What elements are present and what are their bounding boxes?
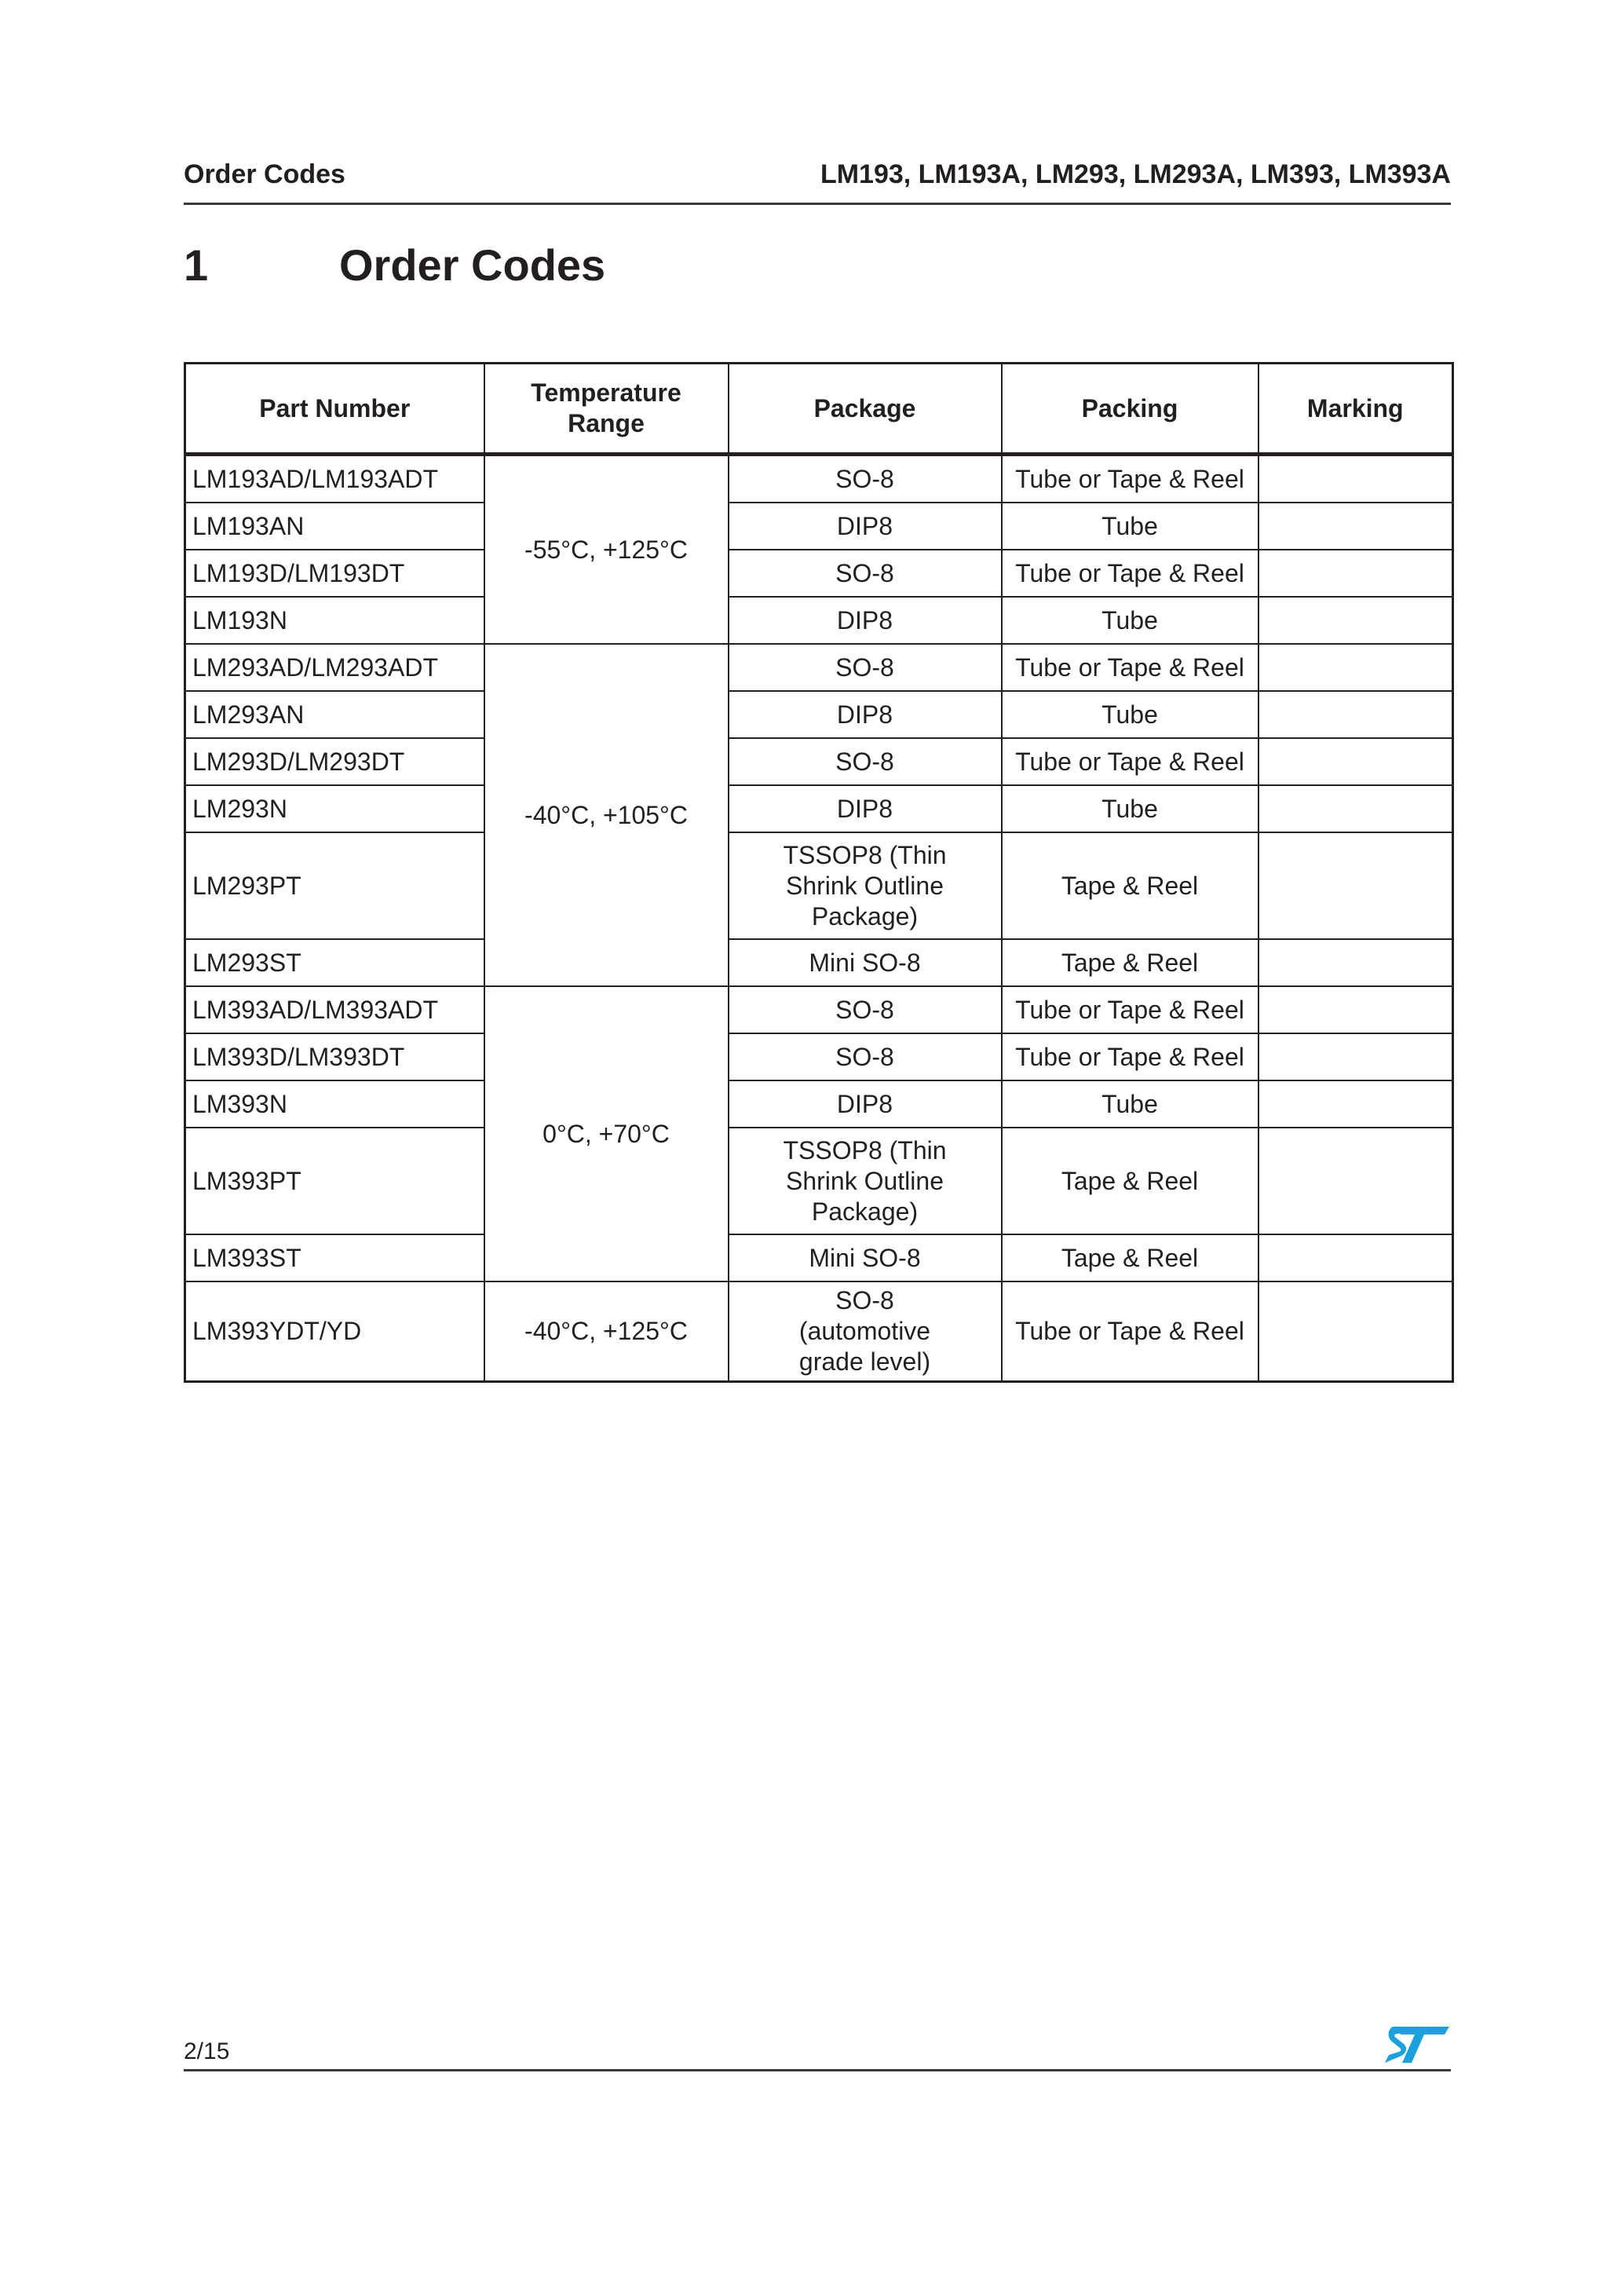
col-header-temperature-range: Temperature Range [484, 364, 729, 455]
cell-part-number: LM393AD/LM393ADT [185, 986, 484, 1033]
col-header-packing: Packing [1002, 364, 1259, 455]
cell-marking [1259, 1080, 1453, 1128]
table-row [185, 597, 1453, 644]
cell-marking [1259, 455, 1453, 503]
page-number: 2/15 [184, 2038, 230, 2064]
cell-packing: Tube or Tape & Reel [1002, 644, 1259, 691]
col-header-part-number: Part Number [185, 364, 484, 455]
cell-part-number: LM293D/LM293DT [185, 738, 484, 785]
header-section-title: Order Codes [184, 159, 345, 189]
cell-package: DIP8 [729, 1080, 1002, 1128]
cell-package: DIP8 [729, 597, 1002, 644]
cell-part-number: LM393N [185, 1080, 484, 1128]
cell-marking [1259, 738, 1453, 785]
cell-package: DIP8 [729, 503, 1002, 550]
cell-part-number: LM293PT [185, 832, 484, 939]
table-row [185, 691, 1453, 738]
cell-packing: Tube [1002, 691, 1259, 738]
cell-packing: Tape & Reel [1002, 939, 1259, 986]
cell-part-number: LM193AD/LM193ADT [185, 455, 484, 503]
cell-part-number: LM393PT [185, 1128, 484, 1234]
cell-marking [1259, 986, 1453, 1033]
table-row [185, 986, 1453, 1033]
cell-marking [1259, 1128, 1453, 1234]
cell-marking [1259, 1234, 1453, 1281]
cell-marking [1259, 503, 1453, 550]
cell-packing: Tape & Reel [1002, 832, 1259, 939]
cell-part-number: LM193N [185, 597, 484, 644]
cell-packing: Tube [1002, 503, 1259, 550]
cell-packing: Tube or Tape & Reel [1002, 455, 1259, 503]
cell-temperature-range: 0°C, +70°C [484, 986, 729, 1281]
table-row [185, 738, 1453, 785]
footer-rule [184, 2069, 1451, 2071]
cell-part-number: LM393D/LM393DT [185, 1033, 484, 1080]
cell-part-number: LM293N [185, 785, 484, 832]
col-header-marking: Marking [1259, 364, 1453, 455]
cell-packing: Tube or Tape & Reel [1002, 986, 1259, 1033]
table-row [185, 644, 1453, 691]
table-row [185, 939, 1453, 986]
cell-package: TSSOP8 (Thin Shrink Outline Package) [729, 832, 1002, 939]
cell-marking [1259, 832, 1453, 939]
cell-packing: Tube or Tape & Reel [1002, 1281, 1259, 1382]
table-row [185, 1234, 1453, 1281]
table-row [185, 1281, 1453, 1382]
cell-package: SO-8 [729, 550, 1002, 597]
cell-package: DIP8 [729, 691, 1002, 738]
table-row [185, 455, 1453, 503]
cell-part-number: LM293ST [185, 939, 484, 986]
cell-marking [1259, 691, 1453, 738]
order-codes-table [184, 362, 1454, 1383]
cell-packing: Tube or Tape & Reel [1002, 550, 1259, 597]
cell-marking [1259, 597, 1453, 644]
cell-package: SO-8 [729, 738, 1002, 785]
table-row [185, 503, 1453, 550]
cell-packing: Tube [1002, 597, 1259, 644]
cell-packing: Tube or Tape & Reel [1002, 738, 1259, 785]
cell-package: SO-8 [729, 986, 1002, 1033]
cell-temperature-range: -40°C, +105°C [484, 644, 729, 986]
table-row [185, 832, 1453, 939]
header-rule [184, 203, 1451, 205]
cell-packing: Tube [1002, 1080, 1259, 1128]
table-row [185, 550, 1453, 597]
table-body [185, 455, 1453, 1382]
st-logo-icon [1385, 2025, 1449, 2064]
cell-package: SO-8 [729, 644, 1002, 691]
cell-package: Mini SO-8 [729, 939, 1002, 986]
cell-marking [1259, 939, 1453, 986]
cell-marking [1259, 1033, 1453, 1080]
cell-package: DIP8 [729, 785, 1002, 832]
cell-marking [1259, 1281, 1453, 1382]
cell-package: SO-8 [729, 455, 1002, 503]
cell-part-number: LM293AD/LM293ADT [185, 644, 484, 691]
header-part-numbers: LM193, LM193A, LM293, LM293A, LM393, LM393A [820, 159, 1451, 189]
table-row [185, 1080, 1453, 1128]
cell-package: TSSOP8 (Thin Shrink Outline Package) [729, 1128, 1002, 1234]
cell-part-number: LM393YDT/YD [185, 1281, 484, 1382]
cell-packing: Tube [1002, 785, 1259, 832]
cell-package: SO-8 (automotive grade level) [729, 1281, 1002, 1382]
col-header-package: Package [729, 364, 1002, 455]
cell-marking [1259, 644, 1453, 691]
table-row [185, 785, 1453, 832]
cell-part-number: LM393ST [185, 1234, 484, 1281]
cell-marking [1259, 550, 1453, 597]
cell-marking [1259, 785, 1453, 832]
cell-package: Mini SO-8 [729, 1234, 1002, 1281]
cell-temperature-range: -40°C, +125°C [484, 1281, 729, 1382]
section-number: 1 [184, 240, 209, 290]
cell-packing: Tape & Reel [1002, 1234, 1259, 1281]
cell-package: SO-8 [729, 1033, 1002, 1080]
cell-packing: Tube or Tape & Reel [1002, 1033, 1259, 1080]
section-title: Order Codes [339, 240, 606, 290]
table-row [185, 1128, 1453, 1234]
cell-packing: Tape & Reel [1002, 1128, 1259, 1234]
cell-temperature-range: -55°C, +125°C [484, 455, 729, 645]
cell-part-number: LM193D/LM193DT [185, 550, 484, 597]
table-header-row [185, 364, 1453, 455]
cell-part-number: LM193AN [185, 503, 484, 550]
cell-part-number: LM293AN [185, 691, 484, 738]
table-row [185, 1033, 1453, 1080]
